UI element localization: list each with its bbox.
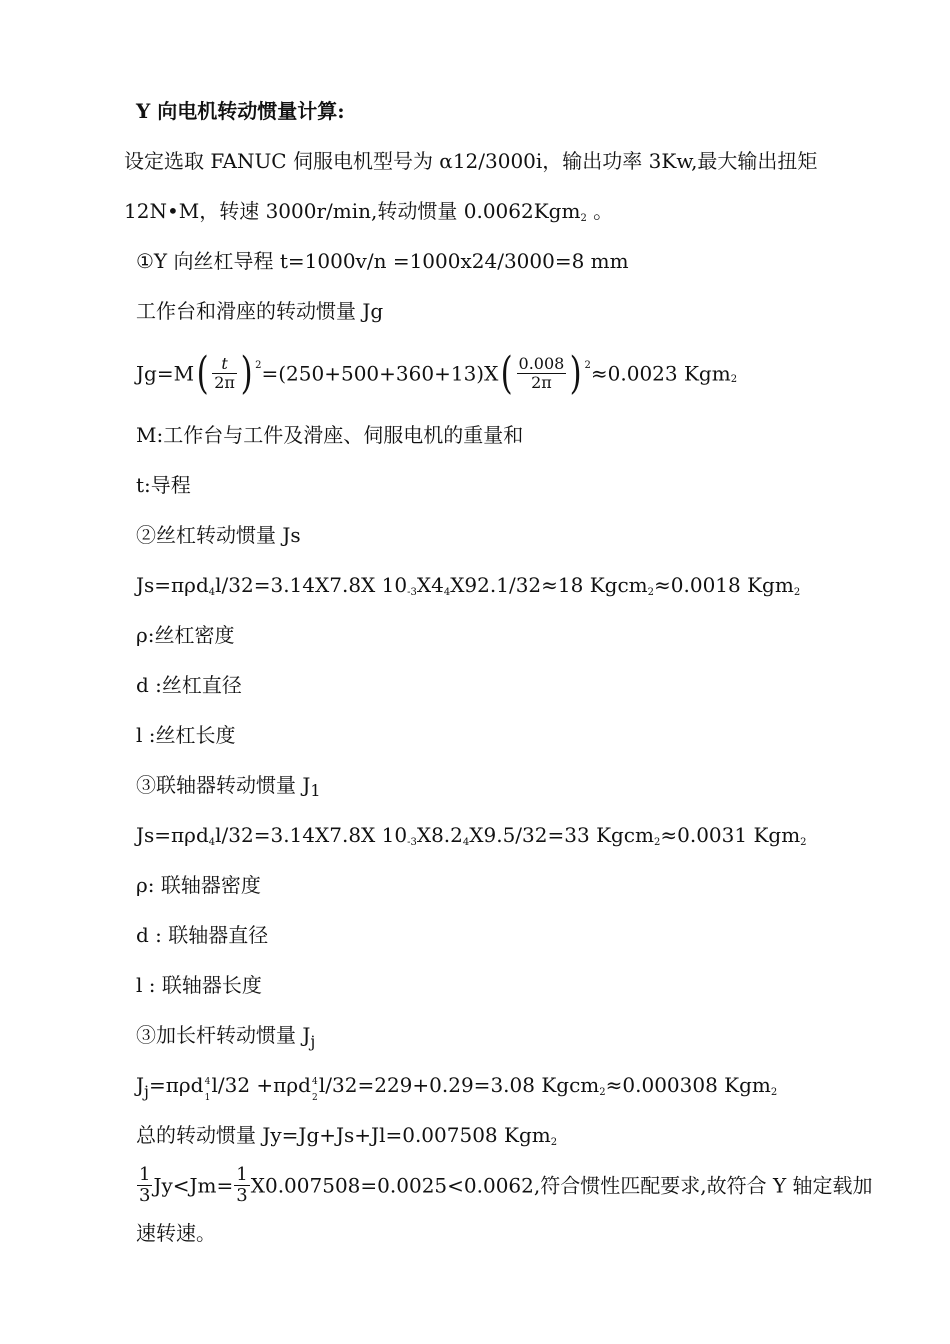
total-inertia	[136, 1122, 557, 1153]
j1-l-def: l : 联轴器长度	[136, 973, 262, 997]
eq-result: ≈0.0023 Kgm	[590, 361, 731, 386]
eq-part: ≈0.0031 Kgm	[660, 823, 801, 847]
step1-lead: ①Y 向丝杠导程 t=1000v/n =1000x24/3000=8 mm	[136, 249, 629, 273]
fraction-lead-2pi	[517, 355, 567, 392]
superscript: 2	[770, 1087, 778, 1098]
eq-part: X92.1/32≈18 Kgcm	[450, 573, 648, 597]
j1-d-def: d : 联轴器直径	[136, 923, 269, 947]
superscript: 2	[647, 587, 654, 598]
sub-sup-stack	[311, 1076, 319, 1103]
frac-denominator: 2π	[214, 373, 235, 392]
frac-numerator: 1	[139, 1164, 151, 1185]
superscript: 4	[204, 1076, 211, 1087]
frac-numerator: 0.008	[518, 354, 565, 373]
exponent: 2	[584, 360, 591, 371]
superscript: 4	[208, 587, 216, 598]
jg-equation	[136, 347, 738, 399]
superscript: 2	[800, 837, 807, 848]
eq-part: Js=πρd	[136, 573, 209, 597]
frac-denominator: 3	[139, 1185, 151, 1206]
subscript: j	[144, 1082, 149, 1101]
superscript: 2	[793, 587, 801, 598]
t-definition: t:导程	[136, 473, 191, 497]
eq-mid: =(250+500+360+13)X	[261, 361, 499, 386]
js-l-def: l :丝杠长度	[136, 723, 236, 747]
js-heading: ②丝杠转动惯量 Js	[136, 523, 301, 547]
superscript: -3	[407, 837, 417, 848]
eq-part: l/32=3.14X7.8X 10	[215, 823, 408, 847]
jj-heading	[136, 1022, 315, 1050]
superscript: 4	[312, 1076, 318, 1087]
j1-heading	[136, 772, 321, 800]
eq-part: ≈0.0018 Kgm	[654, 573, 794, 597]
m-definition: M:工作台与工件及滑座、伺服电机的重量和	[136, 423, 524, 447]
superscript: -3	[407, 587, 417, 598]
js-equation	[136, 572, 800, 603]
superscript: 4	[208, 837, 216, 848]
js-d-def: d :丝杠直径	[136, 673, 242, 697]
eq-part: =πρd	[149, 1073, 204, 1097]
jg-heading: 工作台和滑座的转动惯量 Jg	[136, 299, 384, 323]
js-rho-def: ρ:丝杠密度	[136, 623, 235, 647]
total-text: 总的转动惯量 Jy=Jg+Js+Jl=0.007508 Kgm	[136, 1123, 551, 1147]
section-title: Y 向电机转动惯量计算:	[136, 99, 345, 123]
conclusion-line-2: 速转速。	[136, 1221, 216, 1245]
subscript: j	[310, 1032, 316, 1051]
conclusion-line-1	[136, 1158, 873, 1210]
subscript: 1	[204, 1092, 211, 1103]
eq-lhs: Jg=M	[136, 361, 195, 386]
frac-denominator: 3	[236, 1185, 248, 1206]
subscript: 2	[312, 1092, 318, 1103]
superscript: 4	[443, 587, 451, 598]
superscript: 2	[599, 1087, 606, 1098]
exponent: 2	[255, 360, 262, 371]
frac-denominator: 2π	[517, 373, 567, 392]
heading-text: ③加长杆转动惯量 J	[136, 1023, 311, 1047]
superscript: 2	[550, 1137, 558, 1148]
superscript: 4	[462, 837, 470, 848]
left-paren: (	[500, 347, 513, 399]
eq-part: X0.007508=0.0025<0.0062,符合惯性匹配要求,故符合 Y 轴定载加	[250, 1173, 873, 1198]
heading-text: ③联轴器转动惯量 J	[136, 773, 311, 797]
eq-part: ≈0.000308 Kgm	[605, 1073, 771, 1097]
eq-part: l/32 +πρd	[211, 1073, 311, 1097]
intro-text: 12N•M，转速 3000r/min,转动惯量 0.0062Kgm	[124, 199, 581, 223]
intro-line-1: 设定选取 FANUC 伺服电机型号为 α12/3000i，输出功率 3Kw,最大输出扭矩	[124, 149, 818, 173]
jj-equation	[136, 1072, 777, 1103]
eq-part: l/32=229+0.29=3.08 Kgcm	[318, 1073, 600, 1097]
j1-equation	[136, 822, 807, 853]
fraction-one-third	[137, 1165, 152, 1206]
superscript: 2	[730, 374, 738, 385]
eq-part: Js=πρd	[136, 823, 209, 847]
frac-numerator: 1	[236, 1164, 248, 1185]
eq-part: X9.5/32=33 Kgcm	[469, 823, 654, 847]
intro-end: 。	[586, 199, 614, 223]
intro-line-2	[124, 198, 613, 229]
frac-numerator: t	[221, 354, 228, 373]
fraction-one-third	[234, 1165, 249, 1206]
eq-part: Jy<Jm=	[153, 1173, 234, 1198]
left-paren: (	[196, 347, 209, 399]
superscript: 2	[580, 213, 587, 224]
j1-rho-def: ρ: 联轴器密度	[136, 873, 261, 897]
right-paren: )	[240, 347, 253, 399]
eq-part: J	[136, 1073, 145, 1097]
subscript: 1	[310, 781, 321, 800]
right-paren: )	[569, 347, 582, 399]
superscript: 2	[653, 837, 661, 848]
eq-part: X8.2	[416, 823, 463, 847]
eq-part: X4	[416, 573, 444, 597]
fraction-t-2pi	[212, 355, 237, 392]
eq-part: l/32=3.14X7.8X 10	[215, 573, 408, 597]
